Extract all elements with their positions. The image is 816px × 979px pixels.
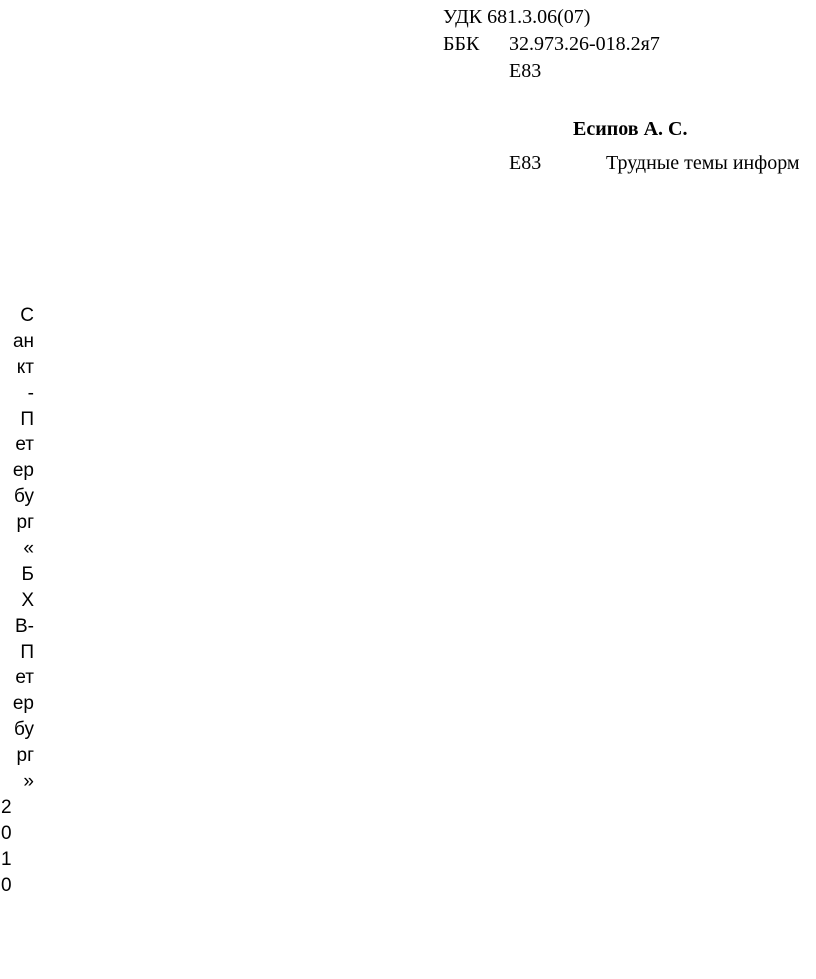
imprint-line: Х	[21, 589, 34, 611]
imprint-line: рг	[16, 512, 34, 534]
imprint-line: П	[20, 408, 34, 430]
imprint-line: В-	[15, 615, 34, 637]
bbk-label: ББК	[443, 33, 480, 55]
imprint-year-digit: 1	[1, 848, 12, 870]
book-title-fragment: Трудные темы информ	[606, 152, 800, 174]
author-mark: Е83	[509, 60, 542, 82]
imprint-year-digit: 2	[1, 796, 12, 818]
author-name: Есипов А. С.	[573, 118, 688, 140]
imprint-line: ет	[15, 667, 34, 689]
imprint-line: С	[20, 305, 34, 326]
imprint-line: кт	[16, 356, 34, 378]
imprint-line: Б	[21, 563, 34, 585]
imprint-year-digit: 0	[1, 822, 12, 844]
imprint-line: бу	[14, 719, 34, 741]
vertical-imprint	[0, 303, 34, 898]
imprint-year-digit: 0	[1, 874, 12, 896]
imprint-line: ан	[12, 330, 34, 352]
imprint-line: П	[20, 641, 34, 663]
imprint-line: бу	[14, 486, 34, 508]
imprint-line: ер	[12, 693, 34, 715]
imprint-line: рг	[16, 745, 34, 767]
imprint-line: «	[23, 538, 34, 560]
imprint-line: ет	[15, 434, 34, 456]
imprint-line: -	[27, 382, 34, 404]
udk-code: УДК 681.3.06(07)	[443, 6, 591, 28]
imprint-line: ер	[12, 460, 34, 482]
imprint-line: »	[23, 771, 34, 793]
entry-author-mark: Е83	[509, 152, 542, 174]
bbk-code: 32.973.26-018.2я7	[509, 33, 660, 55]
